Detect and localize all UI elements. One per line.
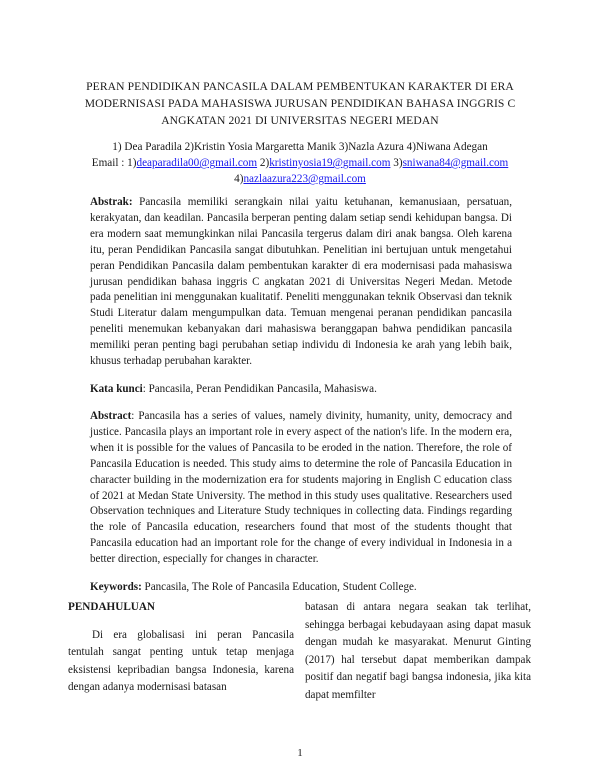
kata-kunci-text: : Pancasila, Peran Pendidikan Pancasila, Mahasiswa.: [142, 383, 377, 395]
author-names: 1) Dea Paradila 2)Kristin Yosia Margaretta Manik 3)Nazla Azura 4)Niwana Adegan: [112, 141, 488, 153]
author-emails: [60, 155, 540, 171]
abstrak-text: Pancasila memiliki serangkain nilai yaitu ketuhanan, kemanusiaan, persatuan, kerakyatan, dan keadilan. Pancasila berperan penting dalam setiap sendi kehidupan bangsa. Di era modern saat memungkinkan nilai Pancasila tergerus dalam diri anak bangsa. Oleh karena itu, peran Pendidikan Pancasila sangat dibutuhkan. Penelitian ini bertujuan untuk mengetahui peran Pendidikan Pancasila dalam pembentukan karakter di era modernisasi pada mahasiswa jurusan pendidikan bahasa inggris C angkatan 2021 di Universitas Negeri Medan. Metode pada penelitian ini menggunakan kualitatif. Peneliti menggunakan teknik Observasi dan teknik Studi Literatur dalam mengumpulkan data. Temuan mengenai peranan pendidikan pancasila peneliti menemukan kebanyakan dari mahasiswa beranggapan bahwa pendidikan pancasila memiliki peran penting bagi perubahan setiap individu di Indonesia ke arah yang lebih baik, khusus terhadap perubahan karakter.: [90, 196, 512, 368]
email-link-3[interactable]: sniwana84@gmail.com: [402, 157, 509, 169]
keywords-text: Pancasila, The Role of Pancasila Education, Student College.: [141, 581, 417, 593]
author-emails-line-2: [60, 171, 540, 187]
author-block: [60, 139, 540, 187]
abstract-paragraph: [90, 409, 512, 568]
title-line-1: PERAN PENDIDIKAN PANCASILA DALAM PEMBENTUKAN KARAKTER DI ERA: [86, 80, 514, 93]
abstrak-label: Abstrak:: [90, 196, 133, 208]
email-link-1[interactable]: deaparadila00@gmail.com: [136, 157, 258, 169]
title-line-3: ANGKATAN 2021 DI UNIVERSITAS NEGERI MEDAN: [161, 114, 439, 127]
keywords-paragraph: [90, 580, 512, 596]
kata-kunci-paragraph: [90, 382, 512, 398]
email-link-2[interactable]: kristinyosia19@gmail.com: [269, 157, 391, 169]
email-separator-3: 3): [390, 157, 403, 169]
keywords-label: Keywords:: [90, 581, 142, 593]
abstrak-paragraph: [90, 195, 512, 370]
email-prefix: Email : 1): [91, 157, 137, 169]
paper-title: [60, 78, 540, 129]
title-line-2: MODERNISASI PADA MAHASISWA JURUSAN PENDIDIKAN BAHASA INGGRIS C: [84, 97, 516, 110]
email-separator-2: 2): [257, 157, 270, 169]
abstract-label: Abstract: [90, 410, 132, 422]
email-separator-4: 4): [234, 173, 244, 185]
page-number: 1: [297, 747, 303, 759]
kata-kunci-label: Kata kunci: [90, 383, 143, 395]
right-column: [305, 599, 531, 705]
left-column-text: Di era globalisasi ini peran Pancasila tentulah sangat penting untuk tetap menjaga eksistensi kepribadian bangsa Indonesia, karena dengan adanya modernisasi batasan: [68, 628, 294, 694]
left-column: [68, 599, 294, 697]
email-link-4[interactable]: nazlaazura223@gmail.com: [243, 173, 366, 185]
abstract-text: : Pancasila has a series of values, namely divinity, humanity, unity, democracy and justice. Pancasila plays an important role in every aspect of the nation's life. In the modern era, when it is possible for the values of Pancasila to be eroded in the nation. Therefore, the role of Pancasila Education is needed. This study aims to determine the role of Pancasila Education in character building in the modernization era for students majoring in English C education class of 2021 at Medan State University. The method in this study uses qualitative. Researchers used Observation techniques and Literature Study techniques in collecting data. Findings regarding the role of Pancasila education, researchers found that most of the students thought that Pancasila education had an important role for the change of every individual in Indonesia in a better direction, especially for changes in character.: [90, 410, 512, 566]
right-column-text: batasan di antara negara seakan tak terlihat, sehingga berbagai kebudayaan asing dapat masuk dengan mudah ke masyarakat. Menurut Ginting (2017) hal tersebut dapat memberikan dampak positif dan negatif bagi bangsa indonesia, jika kita dapat memfilter: [305, 601, 531, 701]
section-heading: PENDAHULUAN: [68, 601, 156, 613]
